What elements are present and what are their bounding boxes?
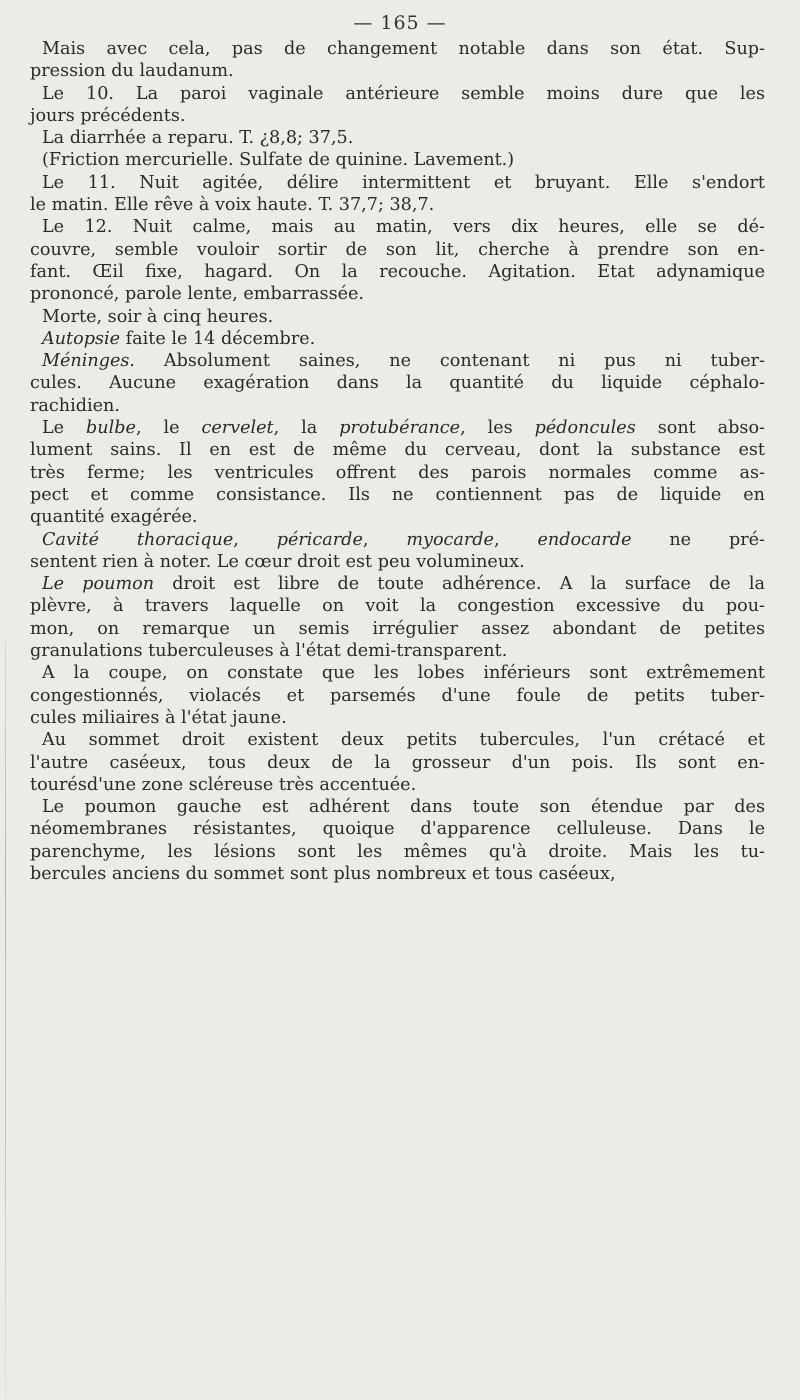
text-run: néomembranes résistantes, quoique d'apparence celluleuse. Dans le <box>30 819 765 840</box>
italic-term: péricarde <box>276 529 363 550</box>
text-run: , <box>233 529 277 550</box>
body-text <box>30 38 765 885</box>
text-run: parenchyme, les lésions sont les mêmes qu'à droite. Mais les tu- <box>30 841 765 862</box>
text-run: cules. Aucune exagération dans la quantité du liquide céphalo- <box>30 373 765 394</box>
text-run: pect et comme consistance. Ils ne contiennent pas de liquide en <box>30 484 765 505</box>
text-line <box>30 60 765 82</box>
text-line <box>30 239 765 261</box>
page-edge-shadow <box>5 640 6 1400</box>
text-run: faite le 14 décembre. <box>120 328 316 349</box>
text-run: l'autre caséeux, tous deux de la grosseur d'un pois. Ils sont en- <box>30 752 765 773</box>
text-run: A la coupe, on constate que les lobes inférieurs sont extrêmement <box>42 663 765 684</box>
text-run: plèvre, à travers laquelle on voit la congestion excessive du pou- <box>30 596 765 617</box>
text-line <box>30 216 765 238</box>
text-run: sont abso- <box>635 418 765 439</box>
text-run: fant. Œil fixe, hagard. On la recouche. Agitation. Etat adynamique <box>30 261 765 282</box>
text-line <box>30 462 765 484</box>
text-line <box>30 328 765 350</box>
text-run: lument sains. Il en est de même du cerveau, dont la substance est <box>30 440 765 461</box>
text-run: le matin. Elle rêve à voix haute. T. 37,7; 38,7. <box>30 195 435 216</box>
text-line <box>30 662 765 684</box>
text-line <box>30 774 765 796</box>
text-line <box>30 573 765 595</box>
text-line <box>30 172 765 194</box>
text-line <box>30 640 765 662</box>
text-run: ne pré- <box>631 529 765 550</box>
text-run: prononcé, parole lente, embarrassée. <box>30 284 365 305</box>
text-run: Mais avec cela, pas de changement notable dans son état. Sup- <box>42 39 765 59</box>
text-line <box>30 796 765 818</box>
text-line <box>30 685 765 707</box>
text-line <box>30 529 765 551</box>
text-run: Le <box>42 418 87 439</box>
italic-term: endocarde <box>537 529 632 550</box>
text-run: cules miliaires à l'état jaune. <box>30 707 287 728</box>
text-run: Morte, soir à cinq heures. <box>42 306 274 327</box>
text-line <box>30 729 765 751</box>
text-line <box>30 618 765 640</box>
text-run: , les <box>460 418 535 439</box>
text-line <box>30 350 765 372</box>
text-run: Absolument saines, ne contenant ni pus ni tuber- <box>135 351 765 372</box>
text-line <box>30 283 765 305</box>
text-run: couvre, semble vouloir sortir de son lit, cherche à prendre son en- <box>30 239 765 260</box>
text-line <box>30 506 765 528</box>
text-run: mon, on remarque un semis irrégulier assez abondant de petites <box>30 618 765 639</box>
text-run: très ferme; les ventricules offrent des parois normales comme as- <box>30 462 765 483</box>
text-line <box>30 752 765 774</box>
text-line <box>30 372 765 394</box>
text-line <box>30 863 765 885</box>
text-run: Au sommet droit existent deux petits tubercules, l'un crétacé et <box>42 730 765 751</box>
text-line <box>30 841 765 863</box>
text-line <box>30 551 765 573</box>
text-line <box>30 484 765 506</box>
page-number-header: — 165 — <box>353 12 447 34</box>
text-line <box>30 127 765 149</box>
text-line <box>30 306 765 328</box>
text-line <box>30 149 765 171</box>
text-run: La diarrhée a reparu. T. ¿8,8; 37,5. <box>42 128 354 149</box>
text-line <box>30 439 765 461</box>
text-line <box>30 194 765 216</box>
text-run: droit est libre de toute adhérence. A la surface de la <box>154 574 765 595</box>
text-line <box>30 83 765 105</box>
text-run: Le poumon gauche est adhérent dans toute son étendue par des <box>42 797 765 818</box>
text-line <box>30 261 765 283</box>
text-line <box>30 707 765 729</box>
italic-term: Le poumon <box>42 574 155 595</box>
text-run: sentent rien à noter. Le cœur droit est peu volumineux. <box>30 551 525 572</box>
italic-term: Cavité thoracique <box>42 529 234 550</box>
text-run: granulations tuberculeuses à l'état demi-transparent. <box>30 641 508 662</box>
text-run: , la <box>273 418 340 439</box>
text-run: Le 12. Nuit calme, mais au matin, vers dix heures, elle se dé- <box>42 217 765 238</box>
italic-term: myocarde <box>406 529 494 550</box>
text-line <box>30 595 765 617</box>
text-line <box>30 417 765 439</box>
italic-term: bulbe <box>86 418 136 439</box>
text-run: quantité exagérée. <box>30 507 198 528</box>
italic-term: Autopsie <box>42 328 121 349</box>
text-run: Le 11. Nuit agitée, délire intermittent et bruyant. Elle s'endort <box>42 172 765 193</box>
text-run: (Friction mercurielle. Sulfate de quinine. Lavement.) <box>42 150 515 171</box>
text-run: jours précédents. <box>30 105 186 126</box>
text-run: rachidien. <box>30 395 120 416</box>
text-line <box>30 105 765 127</box>
text-run: pression du laudanum. <box>30 61 234 82</box>
text-line <box>30 38 765 60</box>
text-run: , <box>493 529 538 550</box>
text-run: bercules anciens du sommet sont plus nombreux et tous caséeux, <box>30 863 616 884</box>
text-run: , le <box>135 418 202 439</box>
text-run: congestionnés, violacés et parsemés d'une foule de petits tuber- <box>30 685 765 706</box>
text-line <box>30 395 765 417</box>
italic-term: Méninges. <box>42 351 136 372</box>
text-run: tourésd'une zone scléreuse très accentuée. <box>30 774 417 795</box>
text-run: Le 10. La paroi vaginale antérieure semble moins dure que les <box>42 83 765 104</box>
text-line <box>30 818 765 840</box>
text-run: , <box>362 529 407 550</box>
italic-term: pédoncules <box>534 418 636 439</box>
italic-term: protubérance <box>339 418 461 439</box>
italic-term: cervelet <box>201 418 274 439</box>
